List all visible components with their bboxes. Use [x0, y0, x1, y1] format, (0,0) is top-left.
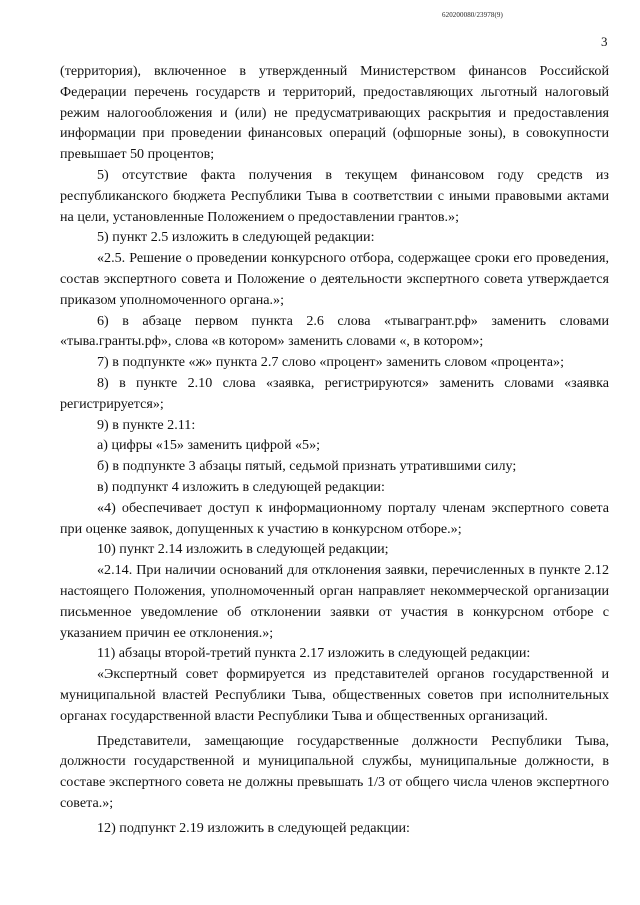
- paragraph-subitem-4-text: «4) обеспечивает доступ к информационному порталу членам экспертного совета при оценке заявок, допущенных к участию в конкурсном отборе.»;: [60, 499, 609, 537]
- paragraph-item-11: 11) абзацы второй-третий пункта 2.17 изложить в следующей редакции:: [97, 645, 531, 662]
- page-number: 3: [601, 34, 608, 49]
- paragraph-item-10: 10) пункт 2.14 изложить в следующей редакции;: [97, 541, 389, 558]
- paragraph-item-9-b: б) в подпункте 3 абзацы пятый, седьмой признать утратившими силу;: [97, 458, 517, 475]
- paragraph-item-9-a: а) цифры «15» заменить цифрой «5»;: [97, 437, 321, 454]
- paragraph-clause-2-14-text: «2.14. При наличии оснований для отклонения заявки, перечисленных в пункте 2.12 настоящего Положения, уполномоченный орган направляет некоммерческой организации письменное уведомление об отклонении заявки от участия в конкурсном отборе с указанием причин ее отклонения.»;: [60, 562, 609, 641]
- paragraph-clause-2-5-text: «2.5. Решение о проведении конкурсного отбора, содержащее сроки его проведения, состав экспертного совета и Положение о деятельности экспертного совета утверждается приказом уполномоченного органа.»;: [60, 250, 609, 308]
- document-code: 620200080/23978(9): [442, 11, 503, 19]
- paragraph-item-9: 9) в пункте 2.11:: [97, 416, 196, 433]
- paragraph-expert-council-text: «Экспертный совет формируется из представителей органов государственной и муниципальной властей Республики Тыва, общественных советов при исполнительных органах государственной власти Республики Тыва и общественных организаций.: [60, 666, 609, 724]
- paragraph-item-7: 7) в подпункте «ж» пункта 2.7 слово «процент» заменить словом «процента»;: [97, 354, 565, 371]
- paragraph-item-5-absence: 5) отсутствие факта получения в текущем финансовом году средств из республиканского бюджета Республики Тыва в соответствии с иными правовыми актами на цели, установленные Положением о предоставлении грантов.»;: [60, 166, 609, 225]
- paragraph-item-9-v: в) подпункт 4 изложить в следующей редакции:: [97, 478, 385, 495]
- paragraph-continuation: (территория), включенное в утвержденный Министерством финансов Российской Федерации перечень государств и территорий, предоставляющих льготный налоговый режим налогообложения и (или) не предусматривающих раскрытия и предоставления информации при проведении финансовых операций (офшорные зоны), в совокупности превышает 50 процентов;: [60, 63, 609, 163]
- paragraph-item-12: 12) подпункт 2.19 изложить в следующей редакции:: [97, 819, 410, 836]
- paragraph-item-8: 8) в пункте 2.10 слова «заявка, регистрируются» заменить словами «заявка регистрируется»;: [60, 374, 609, 412]
- document-body: [60, 61, 609, 838]
- paragraph-item-6: 6) в абзаце первом пункта 2.6 слова «тывагрант.рф» заменить словами «тыва.гранты.рф», слова «в котором» заменить словами «, в котором»;: [60, 312, 609, 350]
- paragraph-item-5-clause-2-5: 5) пункт 2.5 изложить в следующей редакции:: [97, 229, 375, 246]
- paragraph-representatives-text: Представители, замещающие государственные должности Республики Тыва, должности государственной и муниципальной службы, муниципальные должности, в составе экспертного совета не должны превышать 1/3 от общего числа членов экспертного совета.»;: [60, 732, 609, 811]
